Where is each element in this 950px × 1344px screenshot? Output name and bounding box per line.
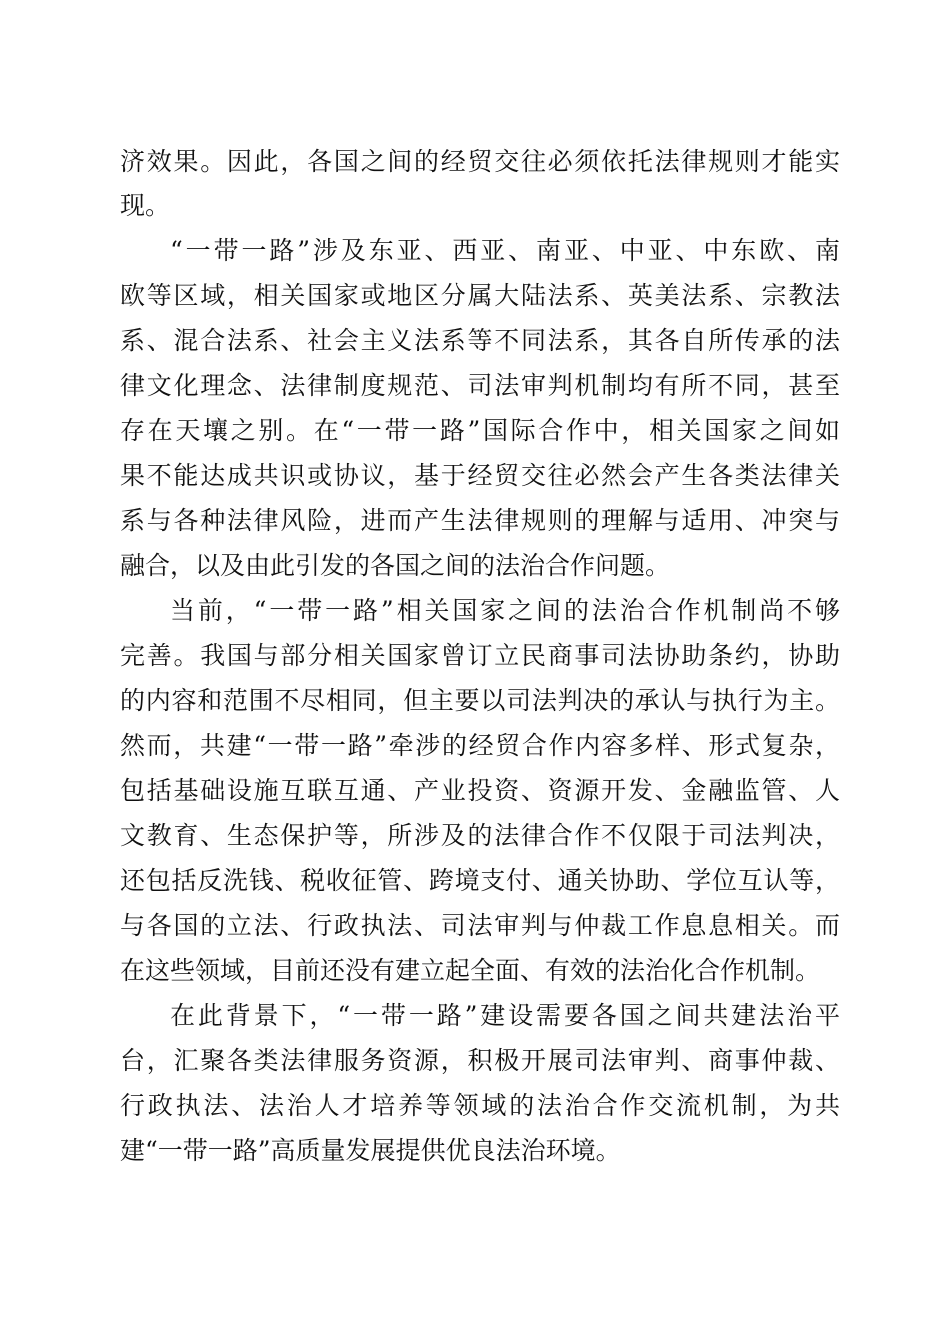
paragraph-4-line-3: 行政执法、法治人才培养等领域的法治合作交流机制，为共 [120, 1091, 840, 1120]
paragraph-2-line-4: 律文化理念、法律制度规范、司法审判机制均有所不同，甚至 [120, 371, 840, 400]
paragraph-3-line-1: 当前，“一带一路”相关国家之间的法治合作机制尚不够 [170, 596, 840, 625]
paragraph-3-line-4: 然而，共建“一带一路”牵涉的经贸合作内容多样、形式复杂， [120, 731, 840, 760]
paragraph-3-line-9: 在这些领域，目前还没有建立起全面、有效的法治化合作机制。 [120, 956, 821, 985]
paragraph-2-line-3: 系、混合法系、社会主义法系等不同法系，其各自所传承的法 [120, 326, 840, 355]
paragraph-2-line-6: 果不能达成共识或协议，基于经贸交往必然会产生各类法律关 [120, 461, 840, 490]
paragraph-4-line-1: 在此背景下，“一带一路”建设需要各国之间共建法治平 [170, 1001, 840, 1030]
paragraph-2-line-5: 存在天壤之别。在“一带一路”国际合作中，相关国家之间如 [120, 416, 840, 445]
paragraph-2-line-1: “一带一路”涉及东亚、西亚、南亚、中亚、中东欧、南 [170, 236, 840, 265]
paragraph-1-line-1: 济效果。因此，各国之间的经贸交往必须依托法律规则才能实 [120, 147, 840, 176]
paragraph-3-line-2: 完善。我国与部分相关国家曾订立民商事司法协助条约，协助 [120, 641, 840, 670]
paragraph-2-line-2: 欧等区域，相关国家或地区分属大陆法系、英美法系、宗教法 [120, 281, 840, 310]
paragraph-2-line-7: 系与各种法律风险，进而产生法律规则的理解与适用、冲突与 [120, 506, 840, 535]
paragraph-4-line-4: 建“一带一路”高质量发展提供优良法治环境。 [120, 1136, 621, 1165]
paragraph-1-line-2: 现。 [120, 191, 171, 220]
paragraph-3-line-3: 的内容和范围不尽相同，但主要以司法判决的承认与执行为主。 [120, 686, 840, 715]
paragraph-3-line-6: 文教育、生态保护等，所涉及的法律合作不仅限于司法判决， [120, 821, 840, 850]
paragraph-3-line-7: 还包括反洗钱、税收征管、跨境支付、通关协助、学位互认等， [120, 866, 840, 895]
paragraph-3-line-8: 与各国的立法、行政执法、司法审判与仲裁工作息息相关。而 [120, 911, 840, 940]
paragraph-4-line-2: 台，汇聚各类法律服务资源，积极开展司法审判、商事仲裁、 [120, 1046, 840, 1075]
paragraph-3-line-5: 包括基础设施互联互通、产业投资、资源开发、金融监管、人 [120, 776, 840, 805]
paragraph-2-line-8: 融合，以及由此引发的各国之间的法治合作问题。 [120, 551, 671, 580]
